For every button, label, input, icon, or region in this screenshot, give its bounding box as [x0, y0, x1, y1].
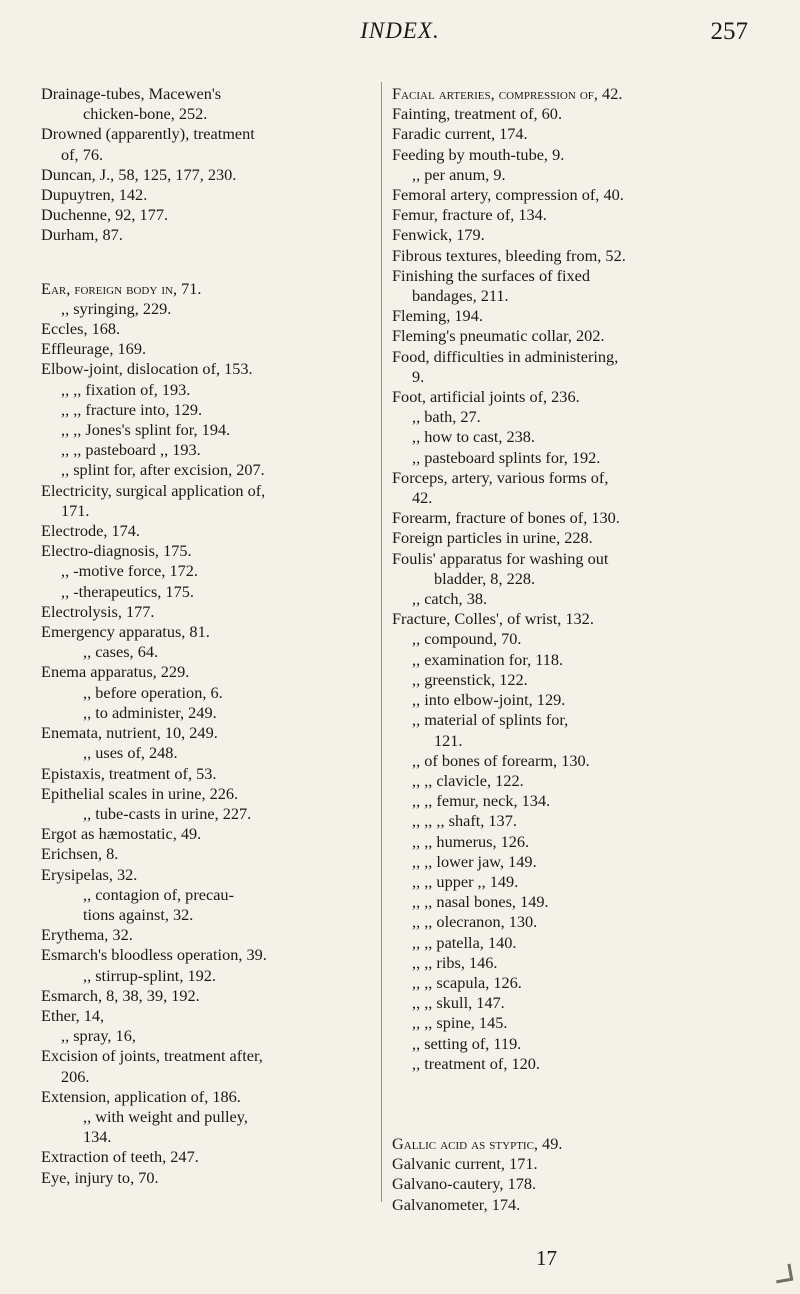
index-entry: Effleurage, 169.: [41, 339, 147, 359]
index-entry: Gallic acid as styptic, 49.: [392, 1133, 563, 1153]
index-entry: Erythema, 32.: [41, 925, 133, 945]
index-entry: ,, ,, patella, 140.: [412, 932, 517, 952]
index-column-right: [392, 84, 766, 1215]
index-entry: bladder, 8, 228.: [434, 568, 536, 588]
index-entry: Excision of joints, treatment after,: [41, 1046, 263, 1066]
index-entry: ,, ,, ribs, 146.: [412, 952, 498, 972]
index-entry: ,, how to cast, 238.: [412, 427, 535, 447]
index-entry: Drowned (apparently), treatment: [41, 124, 255, 144]
page-title: INDEX.: [360, 18, 440, 43]
index-entry: Drainage-tubes, Macewen's: [41, 84, 222, 103]
index-entry: ,, -motive force, 172.: [61, 561, 198, 581]
index-entry: Ergot as hæmostatic, 49.: [41, 824, 202, 844]
index-entry: Galvano-cautery, 178.: [392, 1174, 537, 1194]
page-number: 257: [710, 18, 748, 45]
index-entry: Ear, foreign body in, 71.: [41, 278, 202, 298]
index-entry: ,, ,, olecranon, 130.: [412, 912, 538, 932]
index-entry: Ether, 14,: [41, 1005, 105, 1025]
index-entry: Duchenne, 92, 177.: [41, 205, 169, 225]
index-entry: chicken-bone, 252.: [83, 104, 208, 124]
index-entry: Galvanometer, 174.: [392, 1194, 521, 1214]
index-entry: ,, spray, 16,: [61, 1026, 136, 1046]
index-entry: ,, ,, fixation of, 193.: [61, 379, 191, 399]
index-entry: ,, ,, ,, shaft, 137.: [412, 811, 517, 831]
index-entry: Elbow-joint, dislocation of, 153.: [41, 359, 253, 379]
index-entry: ,, per anum, 9.: [412, 164, 506, 184]
index-entry: Enemata, nutrient, 10, 249.: [41, 723, 218, 743]
index-entry: Fleming's pneumatic collar, 202.: [392, 326, 605, 346]
index-entry: ,, pasteboard splints for, 192.: [412, 447, 601, 467]
index-entry: Food, difficulties in administering,: [392, 346, 619, 366]
index-entry: Eccles, 168.: [41, 319, 121, 339]
page-header: [0, 14, 800, 54]
index-entry: ,, splint for, after excision, 207.: [61, 460, 265, 480]
index-entry: Fainting, treatment of, 60.: [392, 104, 563, 124]
index-entry: Extension, application of, 186.: [41, 1086, 241, 1106]
index-entry: Erysipelas, 32.: [41, 864, 138, 884]
index-entry: ,, ,, femur, neck, 134.: [412, 791, 551, 811]
index-entry: ,, -therapeutics, 175.: [61, 581, 194, 601]
index-entry: ,, greenstick, 122.: [412, 669, 528, 689]
index-entry: ,, contagion of, precau-: [83, 884, 234, 904]
index-entry: Fracture, Colles', of wrist, 132.: [392, 609, 594, 629]
index-entry: Forceps, artery, various forms of,: [392, 467, 609, 487]
index-entry: Forearm, fracture of bones of, 130.: [392, 508, 620, 528]
index-entry: ,, before operation, 6.: [83, 682, 223, 702]
index-entry: Epistaxis, treatment of, 53.: [41, 763, 217, 783]
index-entry: ,, cases, 64.: [83, 642, 159, 662]
index-entry: Emergency apparatus, 81.: [41, 622, 210, 642]
signature-mark: 17: [536, 1246, 557, 1270]
index-entry: ,, ,, scapula, 126.: [412, 972, 522, 992]
index-entry: Enema apparatus, 229.: [41, 662, 190, 682]
index-entry: ,, examination for, 118.: [412, 649, 564, 669]
column-divider: [381, 82, 382, 1202]
index-entry: Esmarch, 8, 38, 39, 192.: [41, 985, 200, 1005]
index-entry: ,, with weight and pulley,: [83, 1106, 248, 1126]
index-entry: ,, tube-casts in urine, 227.: [83, 803, 252, 823]
index-entry: Electricity, surgical application of,: [41, 480, 266, 500]
index-entry: ,, syringing, 229.: [61, 298, 172, 318]
index-entry: Durham, 87.: [41, 225, 123, 245]
index-entry: Fleming, 194.: [392, 306, 483, 326]
index-entry: Fibrous textures, bleeding from, 52.: [392, 245, 626, 265]
index-entry: ,, ,, nasal bones, 149.: [412, 892, 549, 912]
index-entry: Erichsen, 8.: [41, 844, 119, 864]
index-entry: ,, treatment of, 120.: [412, 1053, 540, 1073]
index-entry: Foreign particles in urine, 228.: [392, 528, 593, 548]
index-entry: Duncan, J., 58, 125, 177, 230.: [41, 164, 237, 184]
index-entry: Feeding by mouth-tube, 9.: [392, 144, 565, 164]
index-entry: bandages, 211.: [412, 286, 509, 306]
index-entry: ,, of bones of forearm, 130.: [412, 750, 590, 770]
index-entry: Foulis' apparatus for washing out: [392, 548, 609, 568]
index-entry: tions against, 32.: [83, 904, 194, 924]
index-entry: Esmarch's bloodless operation, 39.: [41, 945, 267, 965]
index-entry: Fenwick, 179.: [392, 225, 485, 245]
index-entry: ,, ,, fracture into, 129.: [61, 399, 203, 419]
index-entry: ,, ,, humerus, 126.: [412, 831, 530, 851]
index-entry: Faradic current, 174.: [392, 124, 528, 144]
index-entry: ,, bath, 27.: [412, 407, 481, 427]
index-entry: Femur, fracture of, 134.: [392, 205, 547, 225]
index-entry: 9.: [412, 366, 425, 386]
index-entry: Femoral artery, compression of, 40.: [392, 185, 624, 205]
index-entry: ,, stirrup-splint, 192.: [83, 965, 216, 985]
index-entry: ,, material of splints for,: [412, 710, 569, 730]
index-entry: of, 76.: [61, 144, 104, 164]
index-entry: Galvanic current, 171.: [392, 1154, 538, 1174]
index-entry: ,, setting of, 119.: [412, 1033, 522, 1053]
corner-fold-mark: [774, 1264, 794, 1284]
index-entry: ,, ,, spine, 145.: [412, 1013, 508, 1033]
index-entry: ,, ,, Jones's splint for, 194.: [61, 420, 231, 440]
index-entry: Eye, injury to, 70.: [41, 1167, 159, 1187]
index-entry: ,, compound, 70.: [412, 629, 522, 649]
index-entry: 134.: [83, 1127, 112, 1147]
index-entry: Electrolysis, 177.: [41, 601, 155, 621]
index-entry: Foot, artificial joints of, 236.: [392, 387, 580, 407]
index-entry: 121.: [434, 730, 463, 750]
index-entry: ,, ,, lower jaw, 149.: [412, 851, 537, 871]
index-entry: ,, ,, upper ,, 149.: [412, 871, 519, 891]
index-entry: Extraction of teeth, 247.: [41, 1147, 199, 1167]
index-entry: 42.: [412, 488, 433, 508]
index-entry: Epithelial scales in urine, 226.: [41, 783, 239, 803]
letter-gap: [41, 246, 371, 279]
index-entry: Facial arteries, compression of, 42.: [392, 84, 623, 103]
letter-gap: [392, 1074, 766, 1134]
index-entry: ,, ,, clavicle, 122.: [412, 770, 524, 790]
index-column-left: [41, 84, 371, 1188]
index-entry: Dupuytren, 142.: [41, 185, 148, 205]
index-entry: ,, ,, skull, 147.: [412, 993, 505, 1013]
index-entry: Electrode, 174.: [41, 521, 141, 541]
index-entry: ,, ,, pasteboard ,, 193.: [61, 440, 201, 460]
index-entry: 171.: [61, 500, 90, 520]
index-entry: Electro-diagnosis, 175.: [41, 541, 192, 561]
index-entry: Finishing the surfaces of fixed: [392, 265, 591, 285]
index-entry: ,, uses of, 248.: [83, 743, 178, 763]
index-entry: ,, to administer, 249.: [83, 702, 217, 722]
index-entry: ,, into elbow-joint, 129.: [412, 690, 566, 710]
index-entry: ,, catch, 38.: [412, 589, 488, 609]
index-entry: 206.: [61, 1066, 90, 1086]
